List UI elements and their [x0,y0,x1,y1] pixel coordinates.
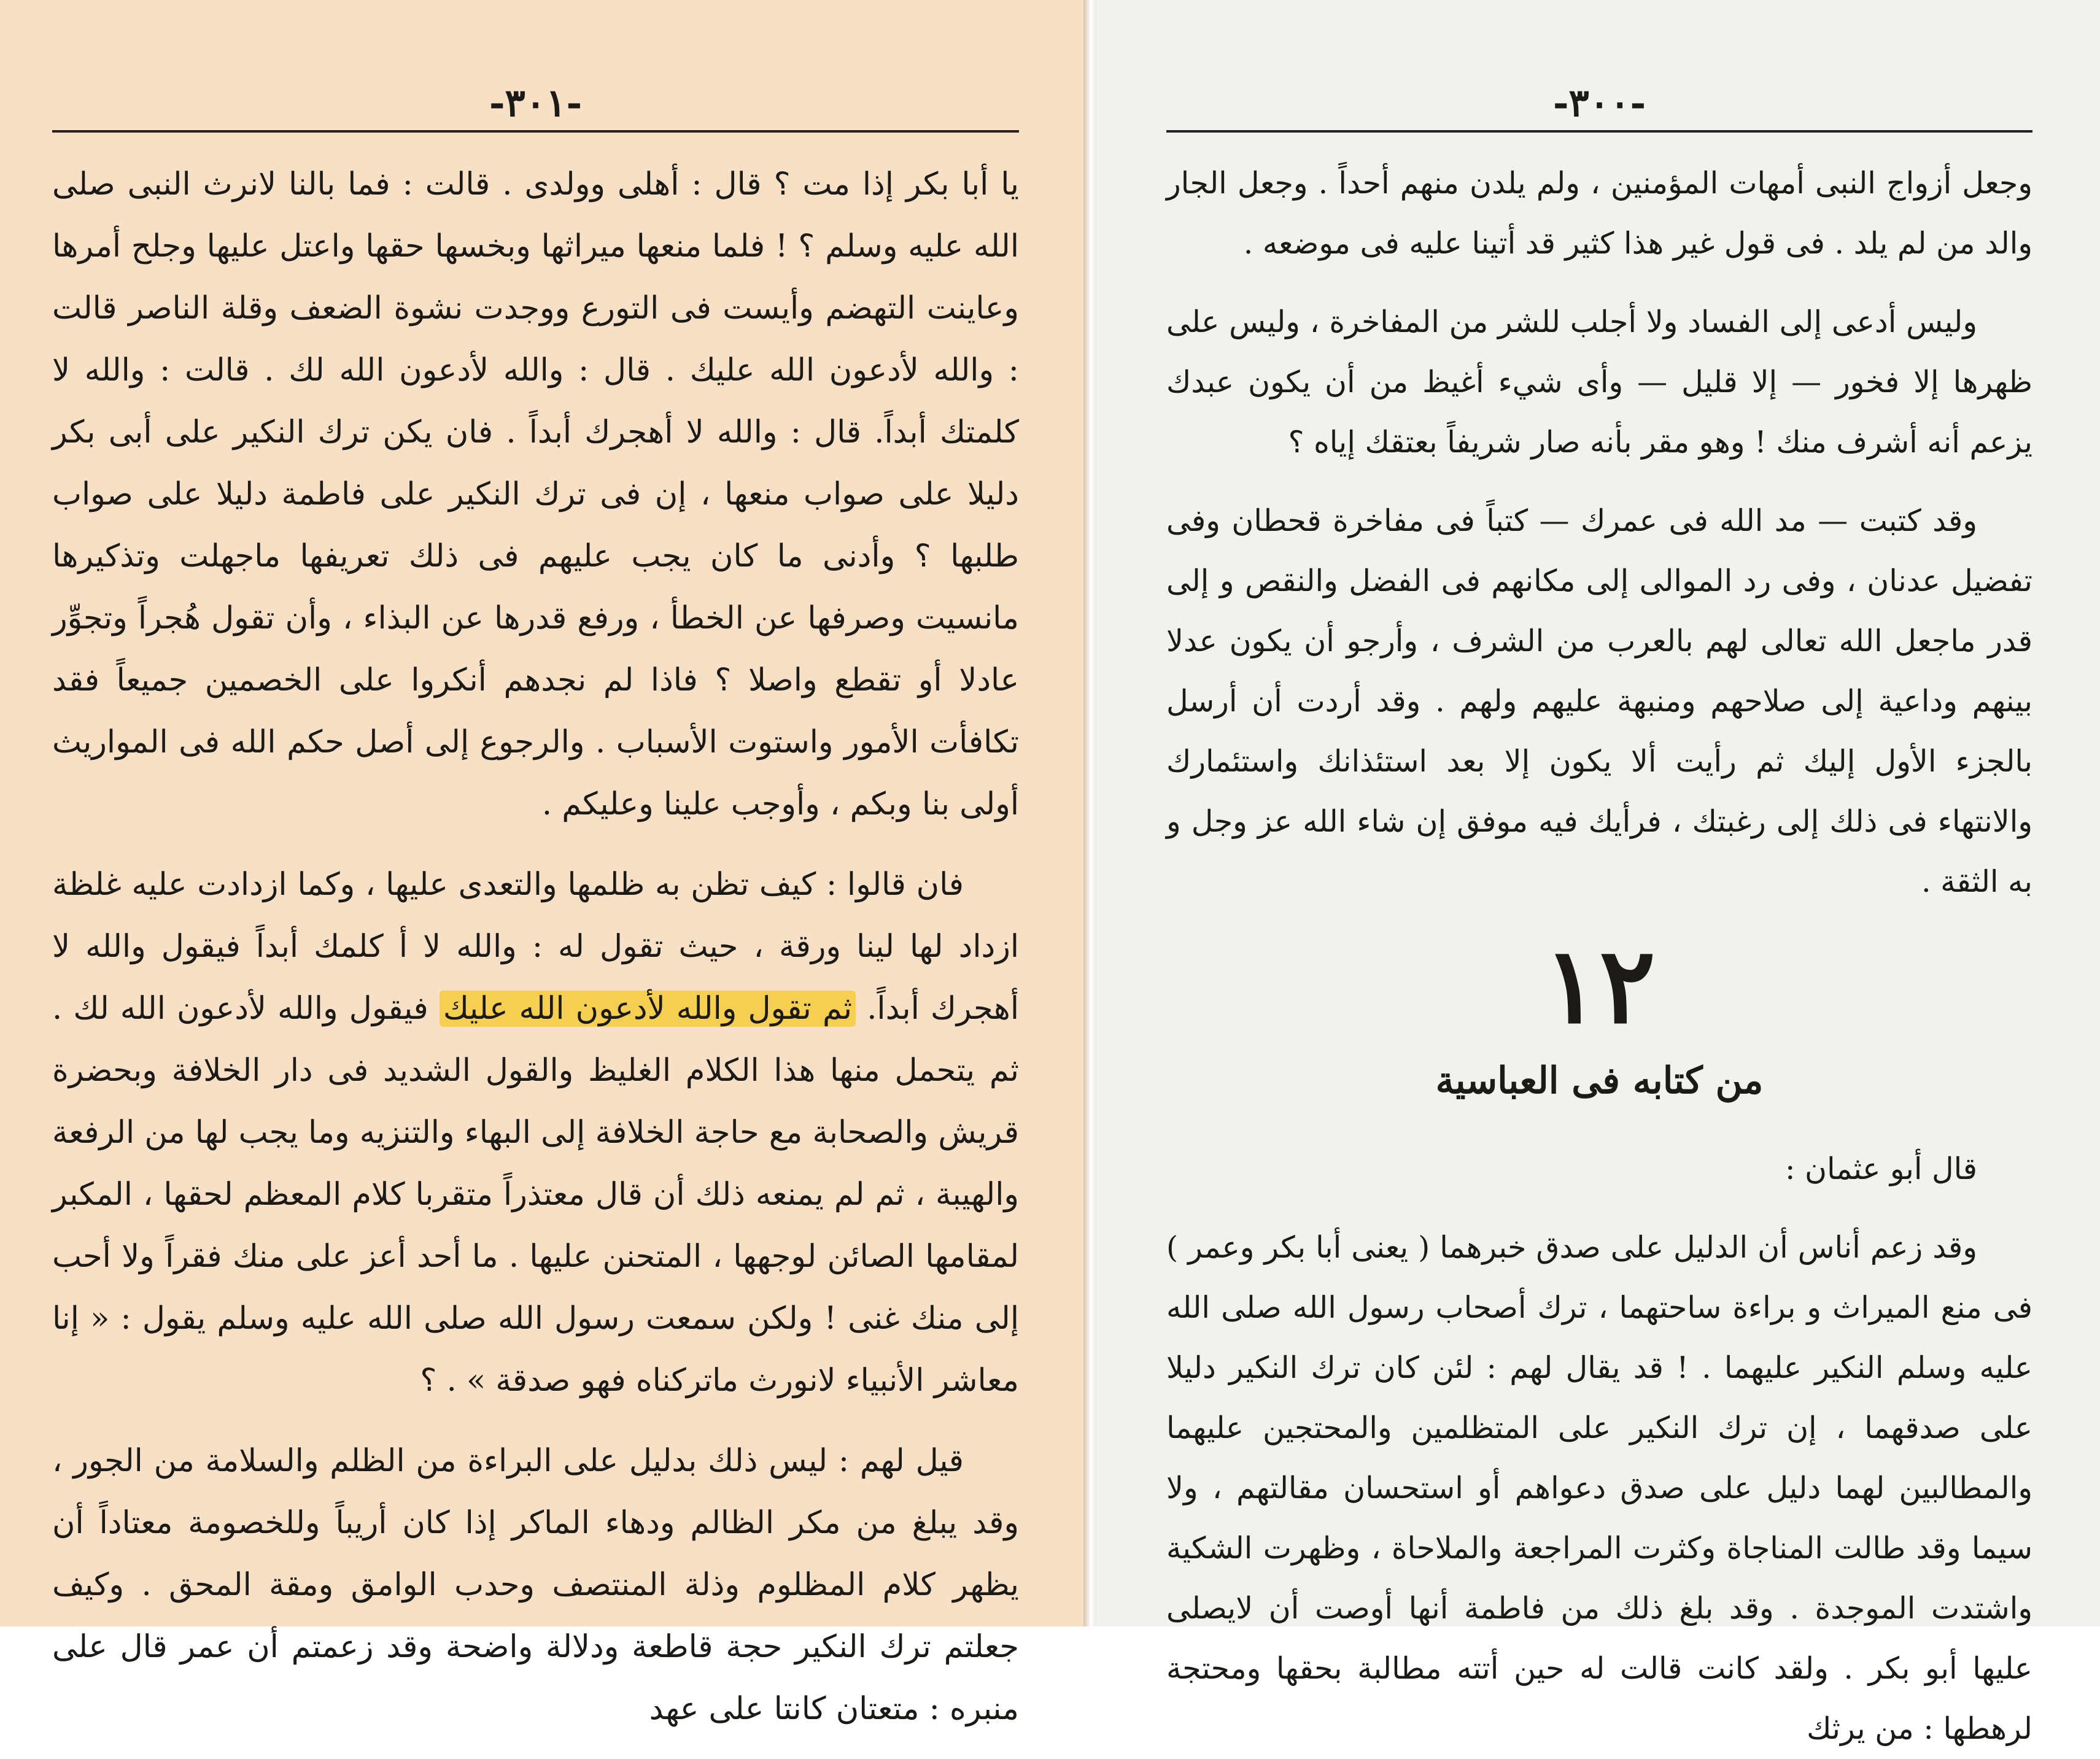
paragraph: وجعل أزواج النبى أمهات المؤمنين ، ولم يلدن منهم أحداً . وجعل الجار والد من لم يلد . فى قول غير هذا كثير قد أتينا عليه فى موضعه . [1166,166,2032,261]
right-page [1096,0,2100,1746]
header-rule [1166,130,2032,133]
left-page-body [52,153,1019,1740]
paragraph: وليس أدعى إلى الفساد ولا أجلب للشر من المفاخرة ، وليس على ظهرها إلا فخور — إلا قليل — وأى شيء أغيظ من أن يكون عبدك يزعم أنه أشرف منك ! وهو مقر بأنه صار شريفاً بعتقك إياه ؟ [1166,304,2032,460]
page-number: -٣٠١- [489,80,583,125]
paragraph: يا أبا بكر إذا مت ؟ قال : أهلى وولدى . قالت : فما بالنا لانرث النبى صلى الله عليه وسلم ؟ ! فلما منعها ميراثها وبخسها حقها واعتل عليها وجلح أمرها وعاينت التهضم وأيست فى التورع ووجدت نشوة الضعف وقلة الناصر قالت : والله لأدعون الله عليك . قال : والله لأدعون الله لك . قالت : والله لا كلمتك أبداً. قال : والله لا أهجرك أبداً . فان يكن ترك النكير على أبى بكر دليلا على صواب منعها ، إن فى ترك النكير على فاطمة دليلا على صواب طلبها ؟ وأدنى ما كان يجب عليهم فى ذلك تعريفها ماجهلت وتذكيرها مانسيت وصرفها عن الخطأ ، ورفع قدرها عن البذاء ، وأن تقول هُجراً وتجوِّر عادلا أو تقطع واصلا ؟ فاذا لم نجدهم أنكروا على الخصمين جميعاً فقد تكافأت الأمور واستوت الأسباب . والرجوع إلى أصل حكم الله فى المواريث أولى بنا وبكم ، وأوجب علينا وعليكم . [52,166,1019,822]
highlighted-text[interactable]: ثم تقول والله لأدعون الله عليك [440,991,856,1027]
paragraph: وقد زعم أناس أن الدليل على صدق خبرهما ( يعنى أبا بكر وعمر ) فى منع الميراث و براءة ساحتهما ، ترك أصحاب رسول الله صلى الله عليه وسلم النكير عليهما . ! قد يقال لهم : لئن كان ترك النكير دليلا على صدقهما ، إن ترك النكير على المتظلمين والمحتجين عليهما والمطالبين لهما دليل على صدق دعواهم أو استحسان مقالتهم ، ولا سيما وقد طالت المناجاة وكثرت المراجعة والملاحاة ، وظهرت الشكية واشتدت الموجدة . وقد بلغ ذلك من فاطمة أنها أوصت أن لايصلى عليها أبو بكر . ولقد كانت قالت له حين أتته مطالبة بحقها ومحتجة لرهطها : من يرثك [1166,1230,2032,1746]
paragraph: قيل لهم : ليس ذلك بدليل على البراءة من الظلم والسلامة من الجور ، وقد يبلغ من مكر الظالم ودهاء الماكر إذا كان أريباً وللخصومة معتاداً أن يظهر كلام المظلوم وذلة المنتصف وحدب الوامق ومقة المحق . وكيف جعلتم ترك النكير حجة قاطعة ودلالة واضحة وقد زعمتم أن عمر قال على منبره : متعتان كانتا على عهد [52,1443,1019,1727]
paragraph-text: فيقول والله لأدعون الله لك . ثم يتحمل منها هذا الكلام الغليظ والقول الشديد فى دار الخلافة وبحضرة قريش والصحابة مع حاجة الخلافة إلى البهاء والتنزيه وما يجب لها من الرفعة والهيبة ، ثم لم يمنعه ذلك أن قال معتذراً متقربا كلام المعظم لحقها ، المكبر لمقامها الصائن لوجهها ، المتحنن عليها . ما أحد أعز على منك فقراً ولا أحب إلى منك غنى ! ولكن سمعت رسول الله صلى الله عليه وسلم يقول : « إنا معاشر الأنبياء لانورث ماتركناه فهو صدقة » . ؟ [52,991,1019,1399]
header-rule [52,130,1019,133]
page-number: -٣٠٠- [1552,80,1646,125]
paragraph: وقد كتبت — مد الله فى عمرك — كتباً فى مفاخرة قحطان وفى تفضيل عدنان ، وفى رد الموالى إلى مكانهم فى الفضل والنقص و إلى قدر ماجعل الله تعالى لهم بالعرب من الشرف ، وأرجو أن يكون عدلا بينهم وداعية إلى صلاحهم ومنبهة عليهم ولهم . وقد أردت أن أرسل بالجزء الأول إليك ثم رأيت ألا يكون إلا بعد استئذانك واستئمارك والانتهاء فى ذلك إلى رغبتك ، فرأيك فيه موفق إن شاء الله عز وجل و به الثقة . [1166,503,2032,899]
right-page-body [1166,153,2032,912]
chapter-title: من كتابه فى العباسية [1435,1059,1764,1102]
book-gutter [1083,0,1096,1626]
paragraph-text: فان قالوا : كيف تظن به ظلمها والتعدى عليها ، وكما ازدادت عليه غلظة ازداد لها لينا ورقة ، حيث تقول له : والله لا أ كلمك أبداً فيقول والله لا أهجرك أبداً. [52,867,1019,1027]
paragraph: قال أبو عثمان : [1784,1151,1977,1186]
chapter-number: ١٢ [1543,924,1656,1047]
paragraph [52,854,1019,1412]
chapter-body [1166,1139,2032,1759]
